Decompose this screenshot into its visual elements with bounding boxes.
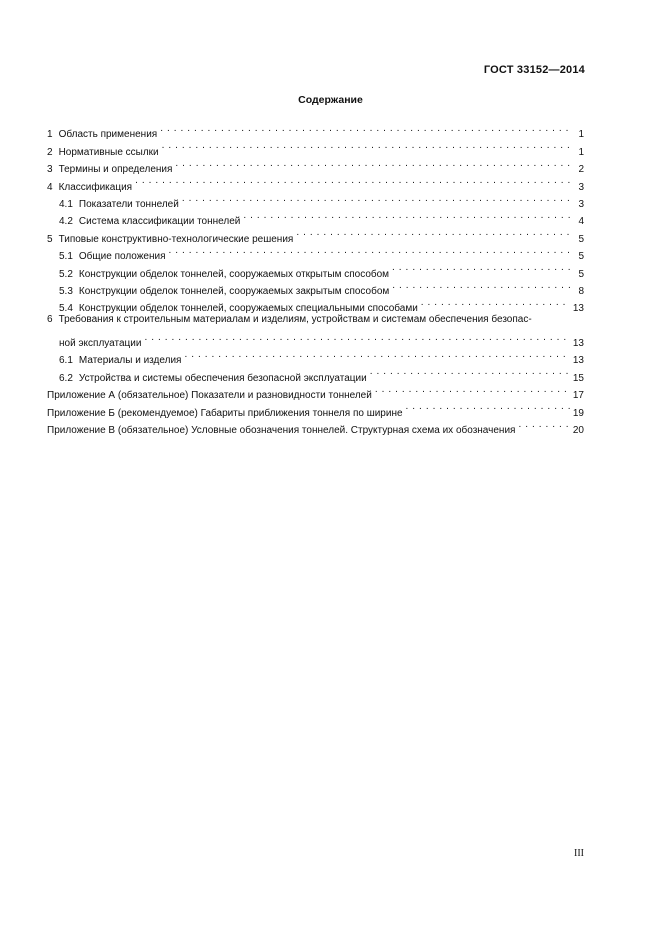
toc-entry-title-continuation: ной эксплуатации <box>59 338 142 350</box>
toc-leader-dots <box>375 381 570 398</box>
toc-leader-dots <box>175 155 571 172</box>
toc-entry-title: Приложение Б (рекомендуемое) Габариты приближения тоннеля по ширине <box>47 407 403 419</box>
toc-entry-title: Требования к строительным материалам и изделиям, устройствам и системам обеспечения безопас- <box>58 314 532 326</box>
toc-leader-dots <box>370 363 570 380</box>
toc-entry-page: 19 <box>572 407 584 419</box>
toc-entry-number: 4.2 <box>59 216 73 228</box>
toc-entry-page: 8 <box>578 285 584 297</box>
toc-entry-page: 2 <box>578 164 584 176</box>
toc-leader-dots <box>144 329 569 346</box>
toc-entry-title: Типовые конструктивно-технологические решения <box>58 233 294 245</box>
toc-entry-page: 1 <box>578 129 584 141</box>
toc-entry-page: 20 <box>572 425 584 437</box>
toc-entry-number: 5.1 <box>59 251 73 263</box>
toc-entry-page: 13 <box>572 303 584 315</box>
toc-entry-number: 3 <box>47 164 53 176</box>
toc-entry-page: 5 <box>578 268 584 280</box>
document-code: ГОСТ 33152—2014 <box>483 64 585 76</box>
toc-entry-page: 4 <box>578 216 584 228</box>
toc-entry-number: 5.4 <box>59 303 73 315</box>
toc-leader-dots <box>182 190 571 207</box>
toc-entry-page: 5 <box>578 251 584 263</box>
toc-entry-title: Материалы и изделия <box>78 355 182 367</box>
toc-entry-title: Классификация <box>58 181 133 193</box>
toc-entry[interactable] <box>47 120 584 141</box>
toc-entry-title: Система классификации тоннелей <box>78 216 241 228</box>
toc-entry-number: 6.2 <box>59 372 73 384</box>
toc-leader-dots <box>160 120 571 137</box>
toc-entry-title: Показатели тоннелей <box>78 198 179 210</box>
toc-entry-title: Общие положения <box>78 251 166 263</box>
toc-entry-page: 13 <box>572 355 584 367</box>
toc-leader-dots <box>169 242 572 259</box>
toc-leader-dots <box>392 277 571 294</box>
toc-leader-dots <box>184 346 569 363</box>
toc-leader-dots <box>162 137 571 154</box>
toc-entry-title: Конструкции обделок тоннелей, сооружаемых открытым способом <box>78 268 390 280</box>
toc-entry[interactable] <box>47 311 584 328</box>
toc-leader-dots <box>392 259 571 276</box>
toc-leader-dots <box>406 398 570 415</box>
toc-entry-title: Конструкции обделок тоннелей, сооружаемых закрытым способом <box>78 285 390 297</box>
toc-entry-title: Устройства и системы обеспечения безопасной эксплуатации <box>78 372 367 384</box>
toc-entry-page: 3 <box>578 181 584 193</box>
toc-leader-dots <box>243 207 571 224</box>
toc-entry-number: 4.1 <box>59 198 73 210</box>
toc-entry-title: Нормативные ссылки <box>58 146 159 158</box>
toc-title: Содержание <box>298 94 363 106</box>
toc-entry-page: 15 <box>572 372 584 384</box>
toc-entry-number: 5.3 <box>59 285 73 297</box>
toc-entry-number: 5.2 <box>59 268 73 280</box>
toc-entry-number: 1 <box>47 129 53 141</box>
toc-leader-dots <box>518 416 569 433</box>
table-of-contents <box>47 120 584 437</box>
toc-leader-dots <box>296 224 571 241</box>
toc-entry-title: Приложение В (обязательное) Условные обозначения тоннелей. Структурная схема их обозначения <box>47 425 516 437</box>
toc-entry-page: 17 <box>572 390 584 402</box>
toc-entry-number: 5 <box>47 233 53 245</box>
toc-entry-title: Область применения <box>58 129 158 141</box>
toc-leader-dots <box>135 172 571 189</box>
toc-entry-page: 1 <box>578 146 584 158</box>
toc-entry-title: Конструкции обделок тоннелей, сооружаемых специальными способами <box>78 303 418 315</box>
toc-entry-number: 4 <box>47 181 53 193</box>
toc-entry-continuation[interactable] <box>47 329 584 350</box>
toc-entry-number: 6.1 <box>59 355 73 367</box>
toc-leader-dots <box>421 294 570 311</box>
toc-entry-page: 5 <box>578 233 584 245</box>
toc-entry-page: 3 <box>578 198 584 210</box>
toc-entry-number: 2 <box>47 146 53 158</box>
page-number: III <box>574 848 584 859</box>
toc-entry-page: 13 <box>572 338 584 350</box>
toc-entry-title: Термины и определения <box>58 164 173 176</box>
toc-entry-title: Приложение А (обязательное) Показатели и разновидности тоннелей <box>47 390 372 402</box>
toc-entry-number: 6 <box>47 314 53 326</box>
